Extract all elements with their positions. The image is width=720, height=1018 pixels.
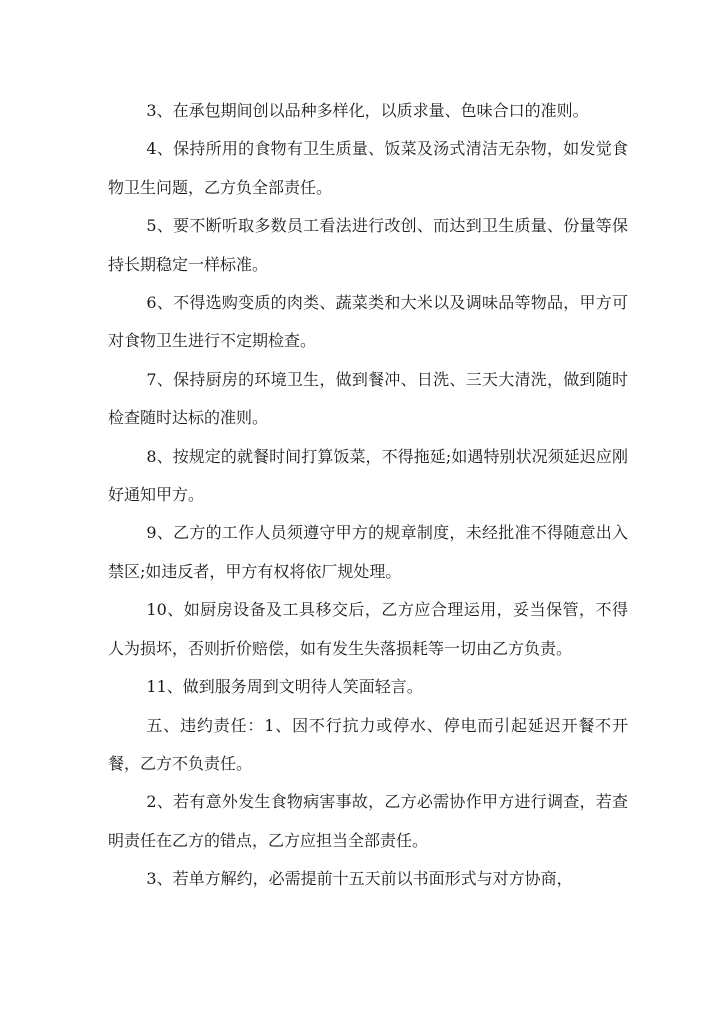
- clause-4-food-quality: 4、保持所用的食物有卫生质量、饭菜及汤式清洁无杂物，如发觉食物卫生问题，乙方负全部责任。: [108, 139, 628, 197]
- section-5-liability: 五、违约责任：1、因不行抗力或停水、停电而引起延迟开餐不开餐，乙方不负责任。: [108, 715, 628, 773]
- clause-9-staff-rules: 9、乙方的工作人员须遵守甲方的规章制度，未经批准不得随意出入禁区;如违反者，甲方有权将依厂规处理。: [108, 523, 628, 581]
- clause-8-meal-time: 8、按规定的就餐时间打算饭菜，不得拖延;如遇特别状况须延迟应刚好通知甲方。: [108, 446, 628, 505]
- clause-11-service: 11、做到服务周到文明待人笑面轻言。: [146, 677, 423, 697]
- clause-10-equipment: 10、如厨房设备及工具移交后，乙方应合理运用，妥当保管，不得人为损坏，否则折价赔偿，如有发生失落损耗等一切由乙方负责。: [108, 600, 628, 658]
- liability-clause-2: 2、若有意外发生食物病害事故，乙方必需协作甲方进行调查，若查明责任在乙方的错点，乙方应担当全部责任。: [108, 792, 628, 850]
- clause-7-kitchen-hygiene: 7、保持厨房的环境卫生，做到餐冲、日洗、三天大清洗，做到随时检查随时达标的准则。: [108, 369, 628, 428]
- liability-clause-3: 3、若单方解约，必需提前十五天前以书面形式与对方协商，: [146, 869, 573, 889]
- document-body: [108, 92, 628, 899]
- clause-5-feedback: 5、要不断听取多数员工看法进行改创、而达到卫生质量、份量等保持长期稳定一样标准。: [108, 216, 628, 274]
- clause-3-variety: 3、在承包期间创以品种多样化，以质求量、色味合口的准则。: [146, 101, 589, 120]
- clause-6-purchasing: 6、不得选购变质的肉类、蔬菜类和大米以及调味品等物品，甲方可对食物卫生进行不定期检查。: [108, 293, 628, 351]
